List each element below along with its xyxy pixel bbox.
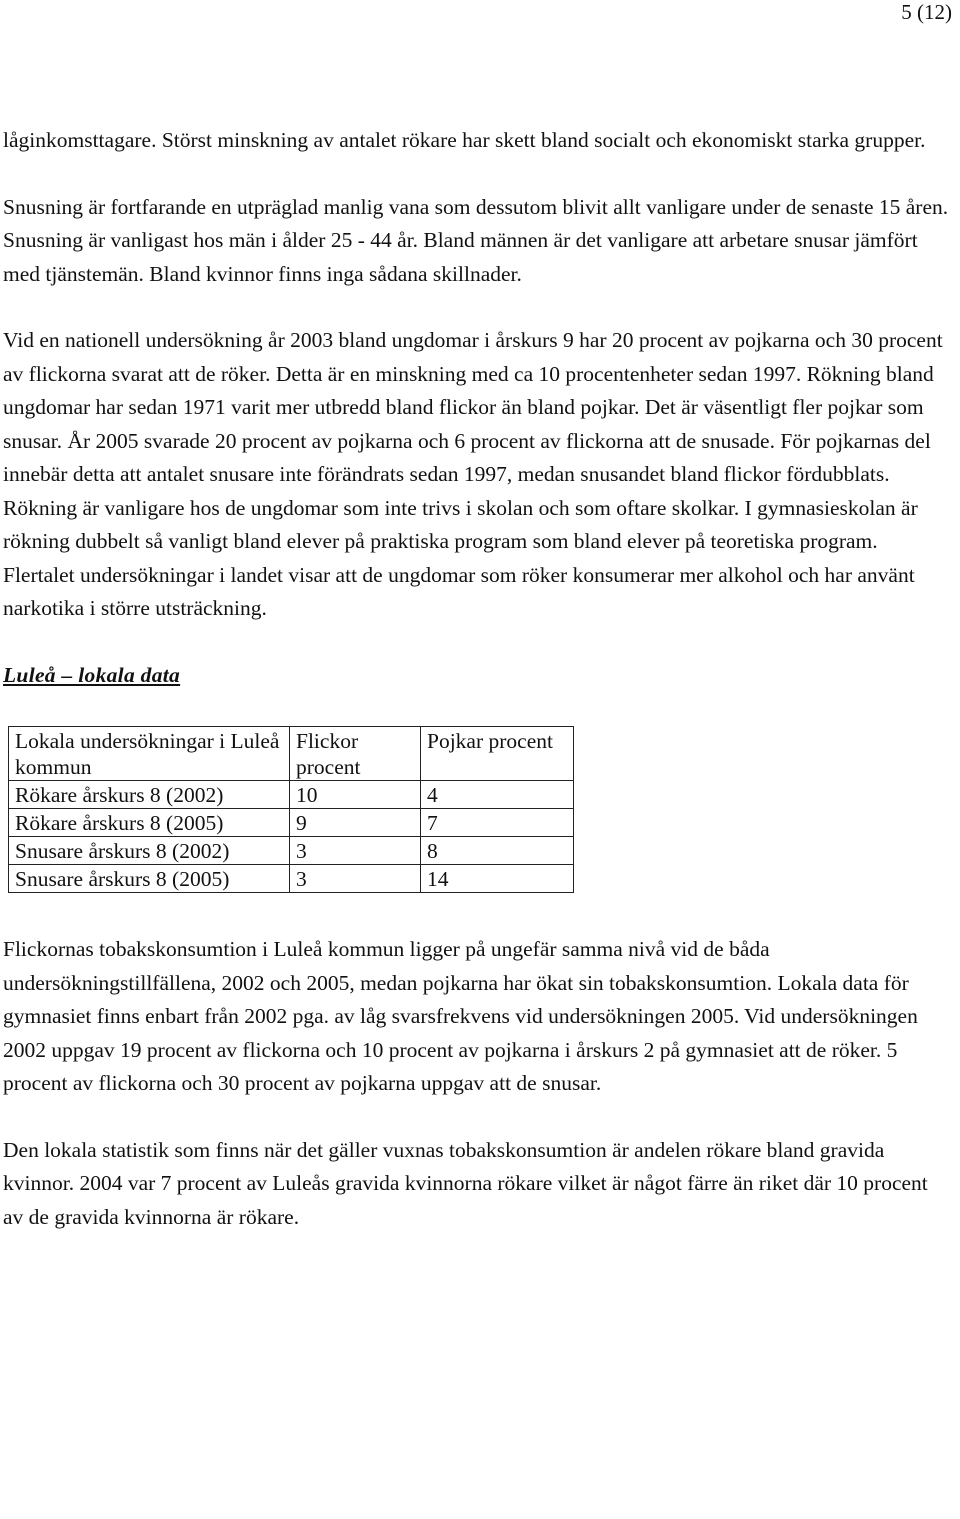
table-cell: 7 <box>421 809 574 837</box>
table-row <box>9 781 574 809</box>
table-row <box>9 809 574 837</box>
paragraph: Snusning är fortfarande en utpräglad manlig vana som dessutom blivit allt vanligare under de senaste 15 åren. Snusning är vanligast hos män i ålder 25 - 44 år. Bland männen är det vanligare att arbetare snusar jämfört med tjänstemän. Bland kvinnor finns inga sådana skillnader. <box>3 194 949 286</box>
document-body <box>3 124 953 1234</box>
table-header-cell: Flickor procent <box>290 727 421 781</box>
table-cell: 9 <box>290 809 421 837</box>
paragraph: Vid en nationell undersökning år 2003 bland ungdomar i årskurs 9 har 20 procent av pojkarna och 30 procent av flickorna svarat att de röker. Detta är en minskning med ca 10 procentenheter sedan 1997. Rökning bland ungdomar har sedan 1971 varit mer utbredd bland flickor än bland pojkar. Det är väsentligt fler pojkar som snusar. År 2005 svarade 20 procent av pojkarna och 6 procent av flickorna att de snusade. För pojkarnas del innebär detta att antalet snusare inte förändrats sedan 1997, medan snusandet bland flickor fördubblats. Rökning är vanligare hos de ungdomar som inte trivs i skolan och som oftare skolkar. I gymnasieskolan är rökning dubbelt så vanligt bland elever på praktiska program som bland elever på teoretiska program. Flertalet undersökningar i landet visar att de ungdomar som röker konsumerar mer alkohol och har använt narkotika i större utsträckning. <box>3 328 943 620</box>
table-row <box>9 837 574 865</box>
table-cell: 4 <box>421 781 574 809</box>
table-cell: Rökare årskurs 8 (2002) <box>9 781 290 809</box>
paragraph: Flickornas tobakskonsumtion i Luleå kommun ligger på ungefär samma nivå vid de båda undersökningstillfällena, 2002 och 2005, medan pojkarna har ökat sin tobakskonsumtion. Lokala data för gymnasiet finns enbart från 2002 pga. av låg svarsfrekvens vid undersökningen 2005. Vid undersökningen 2002 uppgav 19 procent av flickorna och 10 procent av pojkarna i årskurs 2 på gymnasiet att de röker. 5 procent av flickorna och 30 procent av pojkarna uppgav att de snusar. <box>3 937 918 1095</box>
table-row <box>9 865 574 893</box>
table-header-row <box>9 727 574 781</box>
page-number: 5 (12) <box>901 0 952 24</box>
paragraph: Den lokala statistik som finns när det gäller vuxnas tobakskonsumtion är andelen rökare bland gravida kvinnor. 2004 var 7 procent av Luleås gravida kvinnorna rökare vilket är något färre än riket där 10 procent av de gravida kvinnorna är rökare. <box>3 1137 928 1229</box>
table-cell: 8 <box>421 837 574 865</box>
paragraph: låginkomsttagare. Störst minskning av antalet rökare har skett bland socialt och ekonomiskt starka grupper. <box>3 128 926 152</box>
table-cell: 3 <box>290 865 421 893</box>
table-cell: Snusare årskurs 8 (2005) <box>9 865 290 893</box>
table-cell: Snusare årskurs 8 (2002) <box>9 837 290 865</box>
table-header-cell: Lokala undersökningar i Luleå kommun <box>9 727 290 781</box>
local-survey-table <box>8 726 574 893</box>
section-heading: Luleå – lokala data <box>3 662 181 687</box>
table-cell: Rökare årskurs 8 (2005) <box>9 809 290 837</box>
table-header-cell: Pojkar procent <box>421 727 574 781</box>
table-cell: 3 <box>290 837 421 865</box>
table-cell: 14 <box>421 865 574 893</box>
table-cell: 10 <box>290 781 421 809</box>
